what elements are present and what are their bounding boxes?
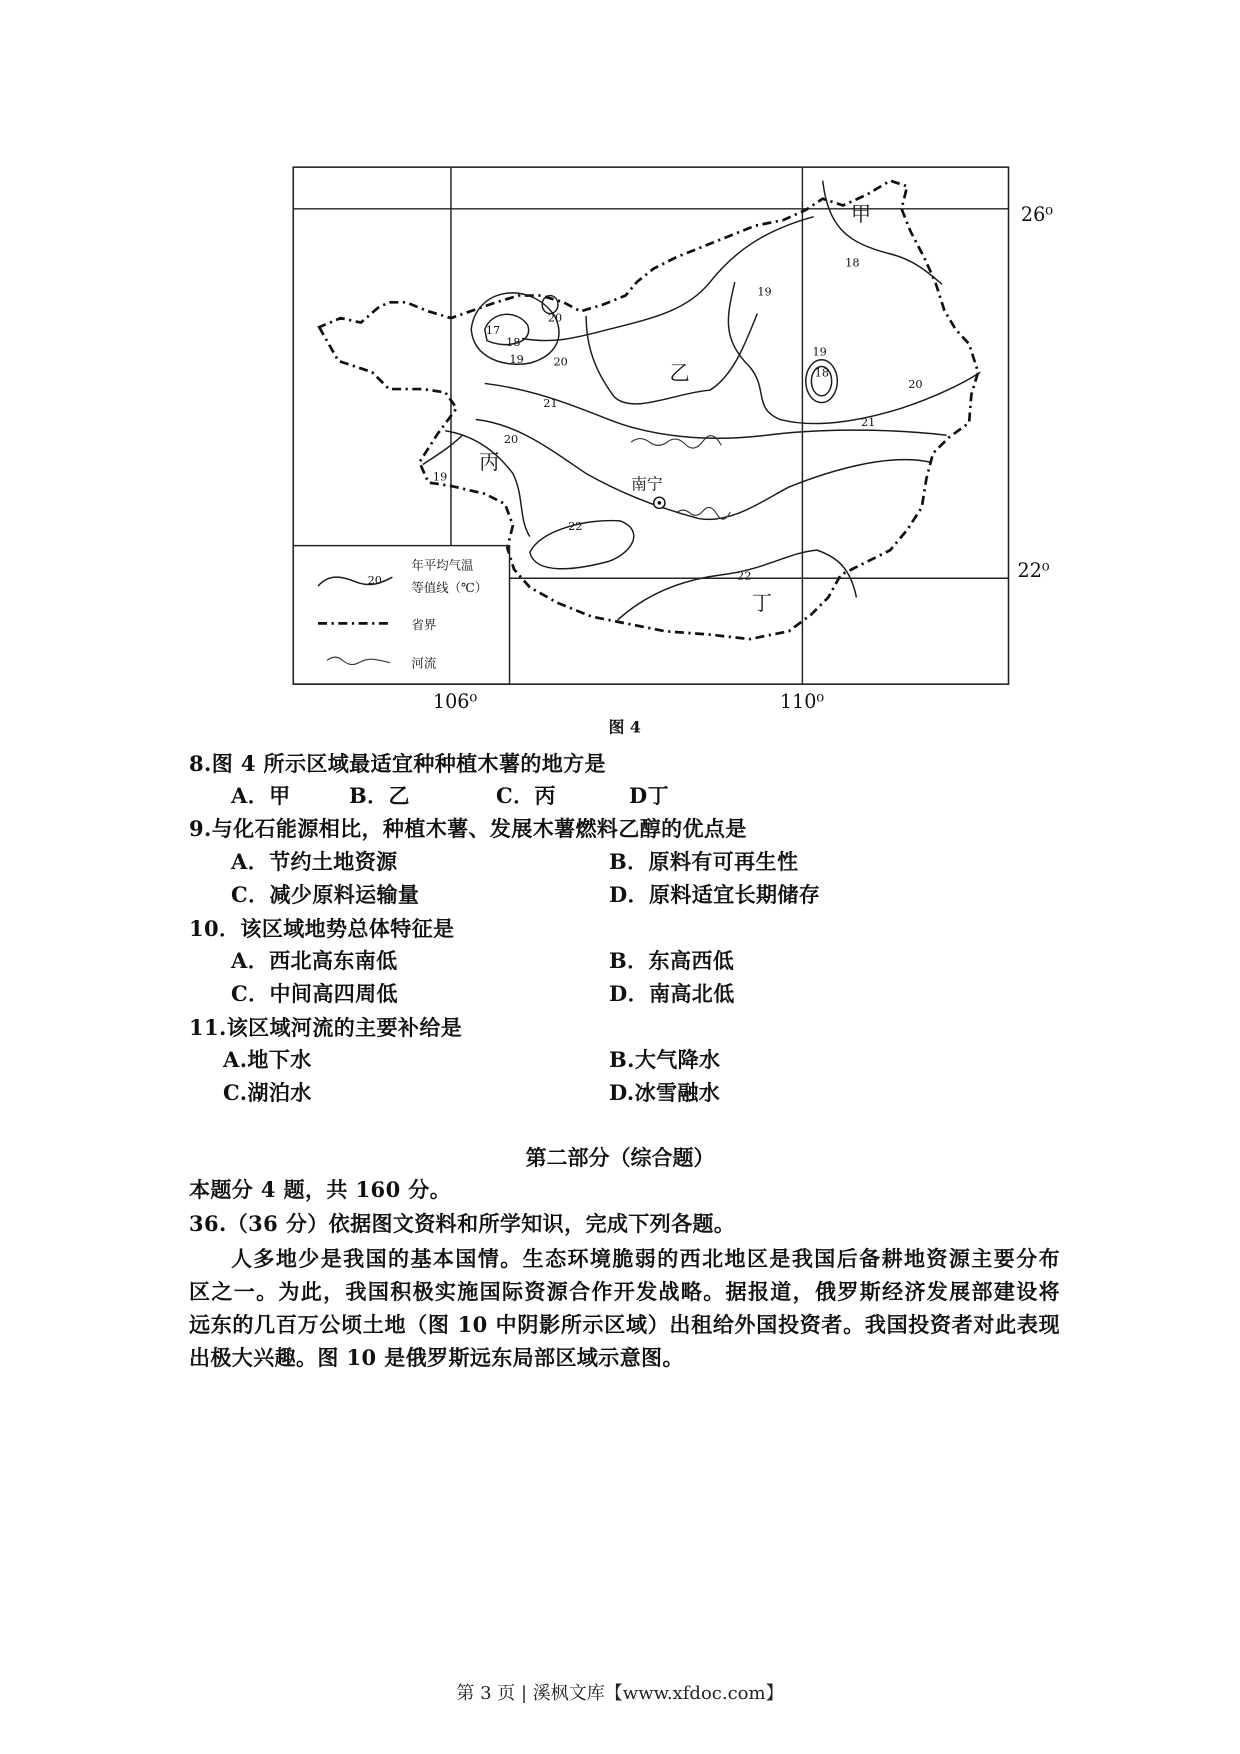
question-10-stem: 10．该区域地势总体特征是 bbox=[189, 916, 455, 941]
isotherm-value-label: 22 bbox=[737, 569, 752, 583]
question-9-option-d: D．原料适宜长期储存 bbox=[609, 882, 821, 907]
question-10-option-d: D．南高北低 bbox=[609, 981, 735, 1006]
isotherm-value-label: 21 bbox=[860, 416, 876, 430]
question-11-option-c: C.湖泊水 bbox=[223, 1080, 312, 1105]
question-8-option-a: A．甲 bbox=[231, 783, 291, 808]
isotherm-line bbox=[476, 419, 931, 519]
legend-boundary-label: 省界 bbox=[411, 616, 437, 632]
isotherm-value-label: 20 bbox=[908, 377, 923, 391]
question-36-paragraph-line: 人多地少是我国的基本国情。生态环境脆弱的西北地区是我国后备耕地资源主要分布 bbox=[231, 1246, 1060, 1271]
isotherm-map-figure bbox=[282, 158, 1093, 744]
isotherm-value-label: 19 bbox=[432, 470, 448, 484]
isotherm-value-label: 19 bbox=[757, 285, 772, 299]
isotherm-value-label: 20 bbox=[547, 311, 563, 325]
part-2-title: 第二部分（综合题） bbox=[525, 1145, 715, 1170]
map-legend-box bbox=[293, 546, 509, 685]
figure-caption: 图 4 bbox=[608, 717, 641, 737]
question-11-option-a: A.地下水 bbox=[223, 1047, 312, 1072]
question-9-option-c: C．减少原料运输量 bbox=[231, 882, 420, 907]
legend-river-label: 河流 bbox=[411, 655, 437, 671]
longitude-label-110: 110⁰ bbox=[779, 689, 825, 713]
question-11-option-b: B.大气降水 bbox=[609, 1047, 721, 1072]
question-10-option-b: B．东高西低 bbox=[609, 948, 735, 973]
question-8-option-b: B．乙 bbox=[349, 783, 410, 808]
longitude-label-106: 106⁰ bbox=[432, 689, 478, 713]
page-footer: 第 3 页 | 溪枫文库【www.xfdoc.com】 bbox=[456, 1683, 784, 1704]
isotherm-line bbox=[586, 314, 757, 404]
isotherm-value-label: 18 bbox=[845, 256, 860, 270]
place-label-jia: 甲 bbox=[850, 202, 872, 227]
question-9-option-a: A．节约土地资源 bbox=[231, 849, 398, 874]
nanning-city-dot bbox=[658, 501, 662, 505]
place-label-ding: 丁 bbox=[751, 590, 772, 615]
question-8-stem: 8.图 4 所示区域最适宜种种植木薯的地方是 bbox=[189, 751, 606, 776]
isotherm-value-label: 18 bbox=[506, 336, 521, 350]
isotherm-value-label: 22 bbox=[568, 519, 583, 533]
part-2-intro: 本题分 4 题，共 160 分。 bbox=[189, 1177, 452, 1202]
question-10-option-a: A．西北高东南低 bbox=[231, 948, 398, 973]
legend-isotherm-label-line1: 年平均气温 bbox=[411, 557, 474, 573]
isotherm-value-label: 20 bbox=[503, 433, 519, 447]
isotherm-value-label: 19 bbox=[812, 345, 827, 359]
isotherm-value-label: 18 bbox=[814, 366, 830, 380]
legend-isotherm-label-line2: 等值线（℃） bbox=[411, 579, 488, 595]
isotherm-line bbox=[618, 550, 857, 620]
question-36-paragraph-line: 出极大兴趣。图 10 是俄罗斯远东局部区域示意图。 bbox=[189, 1345, 684, 1370]
place-label-nanning: 南宁 bbox=[631, 474, 663, 494]
question-36-paragraph-line: 远东的几百万公顷土地（图 10 中阴影所示区域）出租给外国投资者。我国投资者对此表现 bbox=[189, 1312, 1060, 1337]
question-9-stem: 9.与化石能源相比，种植木薯、发展木薯燃料乙醇的优点是 bbox=[189, 816, 747, 841]
question-10-option-c: C．中间高四周低 bbox=[231, 981, 398, 1006]
legend-river-sample bbox=[327, 657, 390, 664]
latitude-label-26: 26⁰ bbox=[1020, 203, 1053, 227]
isotherm-value-label: 20 bbox=[553, 355, 568, 369]
question-11-option-d: D.冰雪融水 bbox=[609, 1080, 721, 1105]
isotherm-line bbox=[485, 383, 947, 438]
place-label-yi: 乙 bbox=[669, 361, 690, 386]
question-11-stem: 11.该区域河流的主要补给是 bbox=[189, 1015, 463, 1040]
legend-isotherm-sample-value: 20 bbox=[367, 573, 382, 587]
isotherm-line bbox=[522, 217, 814, 341]
isotherm-value-label: 21 bbox=[543, 397, 558, 411]
map-frame bbox=[293, 167, 1008, 684]
isotherm-value-label: 17 bbox=[485, 323, 501, 337]
isotherm-value-label: 19 bbox=[509, 353, 524, 367]
question-9-option-b: B．原料有可再生性 bbox=[609, 849, 799, 874]
isotherm-line bbox=[823, 181, 942, 285]
question-8-option-d: D丁 bbox=[629, 783, 670, 808]
question-36-paragraph-line: 区之一。为此，我国积极实施国际资源合作开发战略。据报道，俄罗斯经济发展部建设将 bbox=[189, 1279, 1060, 1304]
latitude-label-22: 22⁰ bbox=[1017, 559, 1050, 583]
question-8-option-c: C．丙 bbox=[496, 783, 556, 808]
place-label-bing: 丙 bbox=[479, 450, 500, 475]
isotherm-line bbox=[445, 431, 529, 537]
question-36-stem: 36.（36 分）依据图文资料和所学知识，完成下列各题。 bbox=[189, 1211, 736, 1236]
